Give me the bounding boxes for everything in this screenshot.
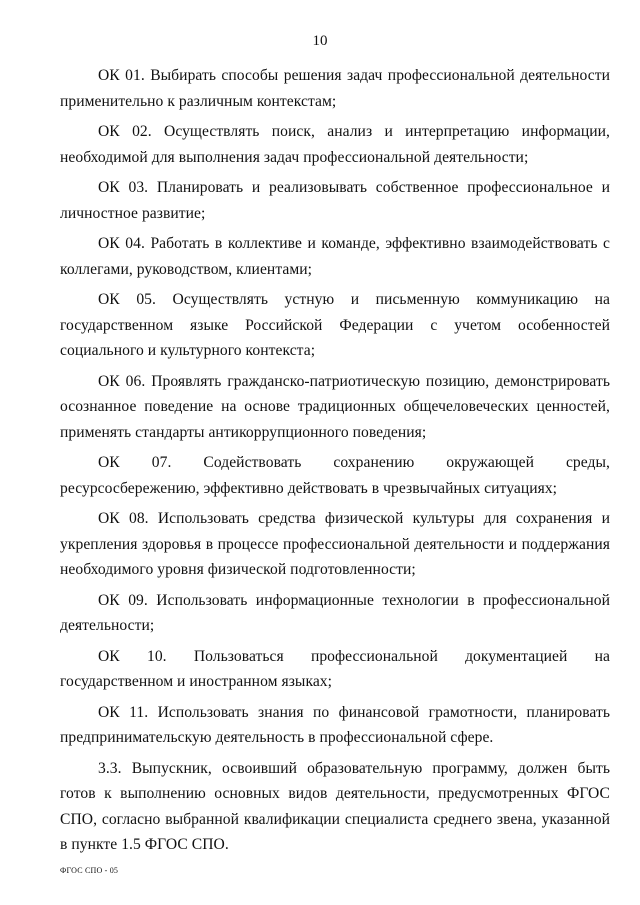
footer-label: ФГОС СПО - 05	[60, 866, 119, 875]
paragraph-ok-09: ОК 09. Использовать информационные технологии в профессиональной деятельности;	[60, 591, 610, 634]
paragraph-section-3-3: 3.3. Выпускник, освоивший образовательную программу, должен быть готов к выполнению основных видов деятельности, предусмотренных ФГОС СПО, согласно выбранной квалификации специалиста среднего звена, указанной в пункте 1.5 ФГОС СПО.	[60, 759, 610, 853]
paragraph-ok-08: ОК 08. Использовать средства физической культуры для сохранения и укрепления здоровья в процессе профессиональной деятельности и поддержания необходимого уровня физической подготовленности;	[60, 510, 610, 578]
paragraph-ok-02: ОК 02. Осуществлять поиск, анализ и интерпретацию информации, необходимой для выполнения задач профессиональной деятельности;	[60, 123, 610, 166]
paragraph-ok-06: ОК 06. Проявлять гражданско-патриотическую позицию, демонстрировать осознанное поведение на основе традиционных общечеловеческих ценностей, применять стандарты антикоррупционного поведения;	[60, 372, 610, 441]
paragraph-ok-07: ОК 07. Содействовать сохранению окружающей среды, ресурсосбережению, эффективно действовать в чрезвычайных ситуациях;	[60, 454, 610, 497]
paragraph-ok-05: ОК 05. Осуществлять устную и письменную коммуникацию на государственном языке Российской Федерации с учетом особенностей социального и культурного контекста;	[60, 291, 610, 359]
document-body	[60, 63, 610, 863]
paragraph-ok-04: ОК 04. Работать в коллективе и команде, эффективно взаимодействовать с коллегами, руководством, клиентами;	[60, 235, 610, 278]
paragraph-ok-10: ОК 10. Пользоваться профессиональной документацией на государственном и иностранном языках;	[60, 647, 610, 690]
page-number: 10	[312, 33, 328, 49]
paragraph-ok-03: ОК 03. Планировать и реализовывать собственное профессиональное и личностное развитие;	[60, 179, 610, 222]
paragraph-ok-01: ОК 01. Выбирать способы решения задач профессиональной деятельности применительно к различным контекстам;	[60, 67, 610, 110]
paragraph-ok-11: ОК 11. Использовать знания по финансовой грамотности, планировать предпринимательскую деятельность в профессиональной сфере.	[60, 703, 610, 746]
